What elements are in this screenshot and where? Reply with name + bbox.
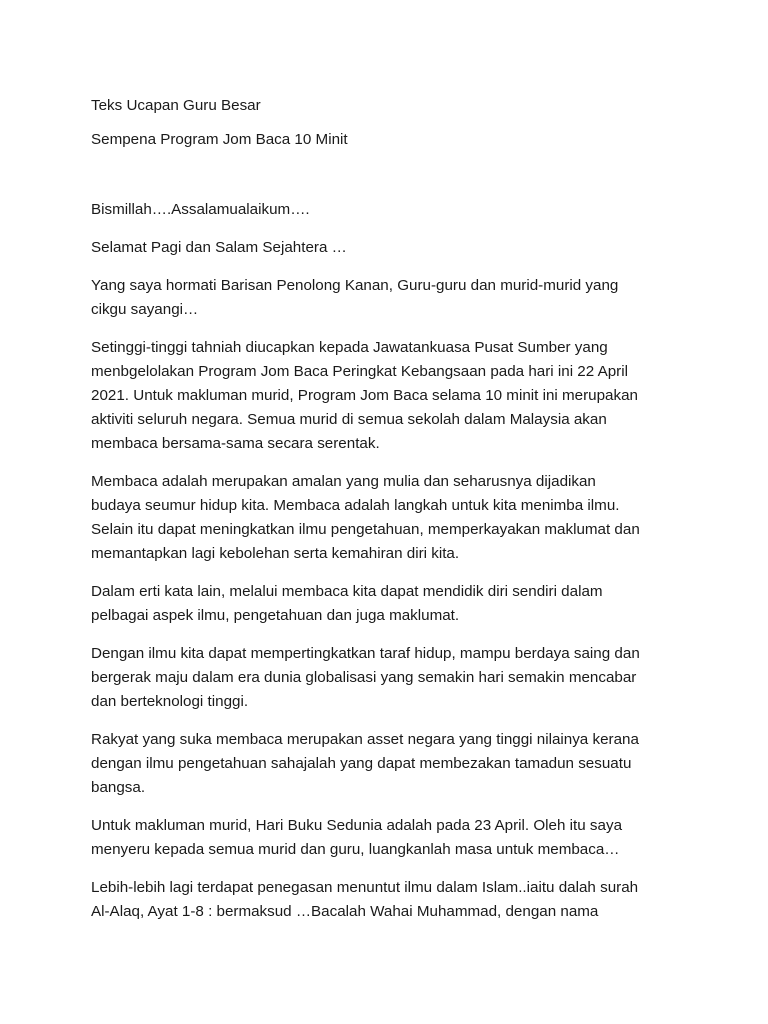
- paragraph-line: memantapkan lagi kebolehan serta kemahiran diri kita.: [91, 545, 460, 562]
- paragraph-8: [91, 876, 691, 924]
- paragraph-2: [91, 336, 691, 456]
- paragraph-line: dengan ilmu pengetahuan sahajalah yang dapat membezakan tamadun sesuatu: [91, 755, 632, 772]
- document-page: [91, 94, 691, 938]
- paragraph-line: Rakyat yang suka membaca merupakan asset negara yang tinggi nilainya kerana: [91, 731, 639, 748]
- paragraph-5: [91, 642, 691, 714]
- paragraph-line: Dengan ilmu kita dapat mempertingkatkan taraf hidup, mampu berdaya saing dan: [91, 645, 640, 662]
- paragraph-line: menyeru kepada semua murid dan guru, luangkanlah masa untuk membaca…: [91, 841, 620, 858]
- paragraph-line: menbgelolakan Program Jom Baca Peringkat Kebangsaan pada hari ini 22 April: [91, 363, 628, 380]
- paragraph-line: Untuk makluman murid, Hari Buku Sedunia adalah pada 23 April. Oleh itu saya: [91, 817, 623, 834]
- paragraph-line: Membaca adalah merupakan amalan yang mulia dan seharusnya dijadikan: [91, 473, 596, 490]
- paragraph-line: bergerak maju dalam era dunia globalisasi yang semakin hari semakin mencabar: [91, 669, 637, 686]
- paragraph-line: Selain itu dapat meningkatkan ilmu pengetahuan, memperkayakan maklumat dan: [91, 521, 640, 538]
- paragraph-line: Setinggi-tinggi tahniah diucapkan kepada Jawatankuasa Pusat Sumber yang: [91, 339, 608, 356]
- paragraph-line: 2021. Untuk makluman murid, Program Jom Baca selama 10 minit ini merupakan: [91, 387, 638, 404]
- paragraph-1: [91, 274, 691, 322]
- paragraph-line: budaya seumur hidup kita. Membaca adalah langkah untuk kita menimba ilmu.: [91, 497, 620, 514]
- paragraph-line: Dalam erti kata lain, melalui membaca kita dapat mendidik diri sendiri dalam: [91, 583, 603, 600]
- document-title: Teks Ucapan Guru Besar: [91, 97, 261, 114]
- paragraph-6: [91, 728, 691, 800]
- paragraph-line: aktiviti seluruh negara. Semua murid di semua sekolah dalam Malaysia akan: [91, 411, 607, 428]
- greeting-bismillah: Bismillah….Assalamualaikum….: [91, 201, 310, 218]
- paragraph-3: [91, 470, 691, 566]
- paragraph-line: Al-Alaq, Ayat 1-8 : bermaksud …Bacalah Wahai Muhammad, dengan nama: [91, 903, 599, 920]
- paragraph-7: [91, 814, 691, 862]
- document-subtitle: Sempena Program Jom Baca 10 Minit: [91, 131, 348, 148]
- paragraph-line: bangsa.: [91, 779, 146, 796]
- paragraph-line: pelbagai aspek ilmu, pengetahuan dan juga maklumat.: [91, 607, 460, 624]
- paragraph-4: [91, 580, 691, 628]
- paragraph-line: membaca bersama-sama secara serentak.: [91, 435, 380, 452]
- paragraph-line: Lebih-lebih lagi terdapat penegasan menuntut ilmu dalam Islam..iaitu dalah surah: [91, 879, 639, 896]
- paragraph-line: Yang saya hormati Barisan Penolong Kanan, Guru-guru dan murid-murid yang: [91, 277, 619, 294]
- paragraph-line: cikgu sayangi…: [91, 301, 199, 318]
- greeting-selamat-pagi: Selamat Pagi dan Salam Sejahtera …: [91, 239, 347, 256]
- paragraph-line: dan berteknologi tinggi.: [91, 693, 249, 710]
